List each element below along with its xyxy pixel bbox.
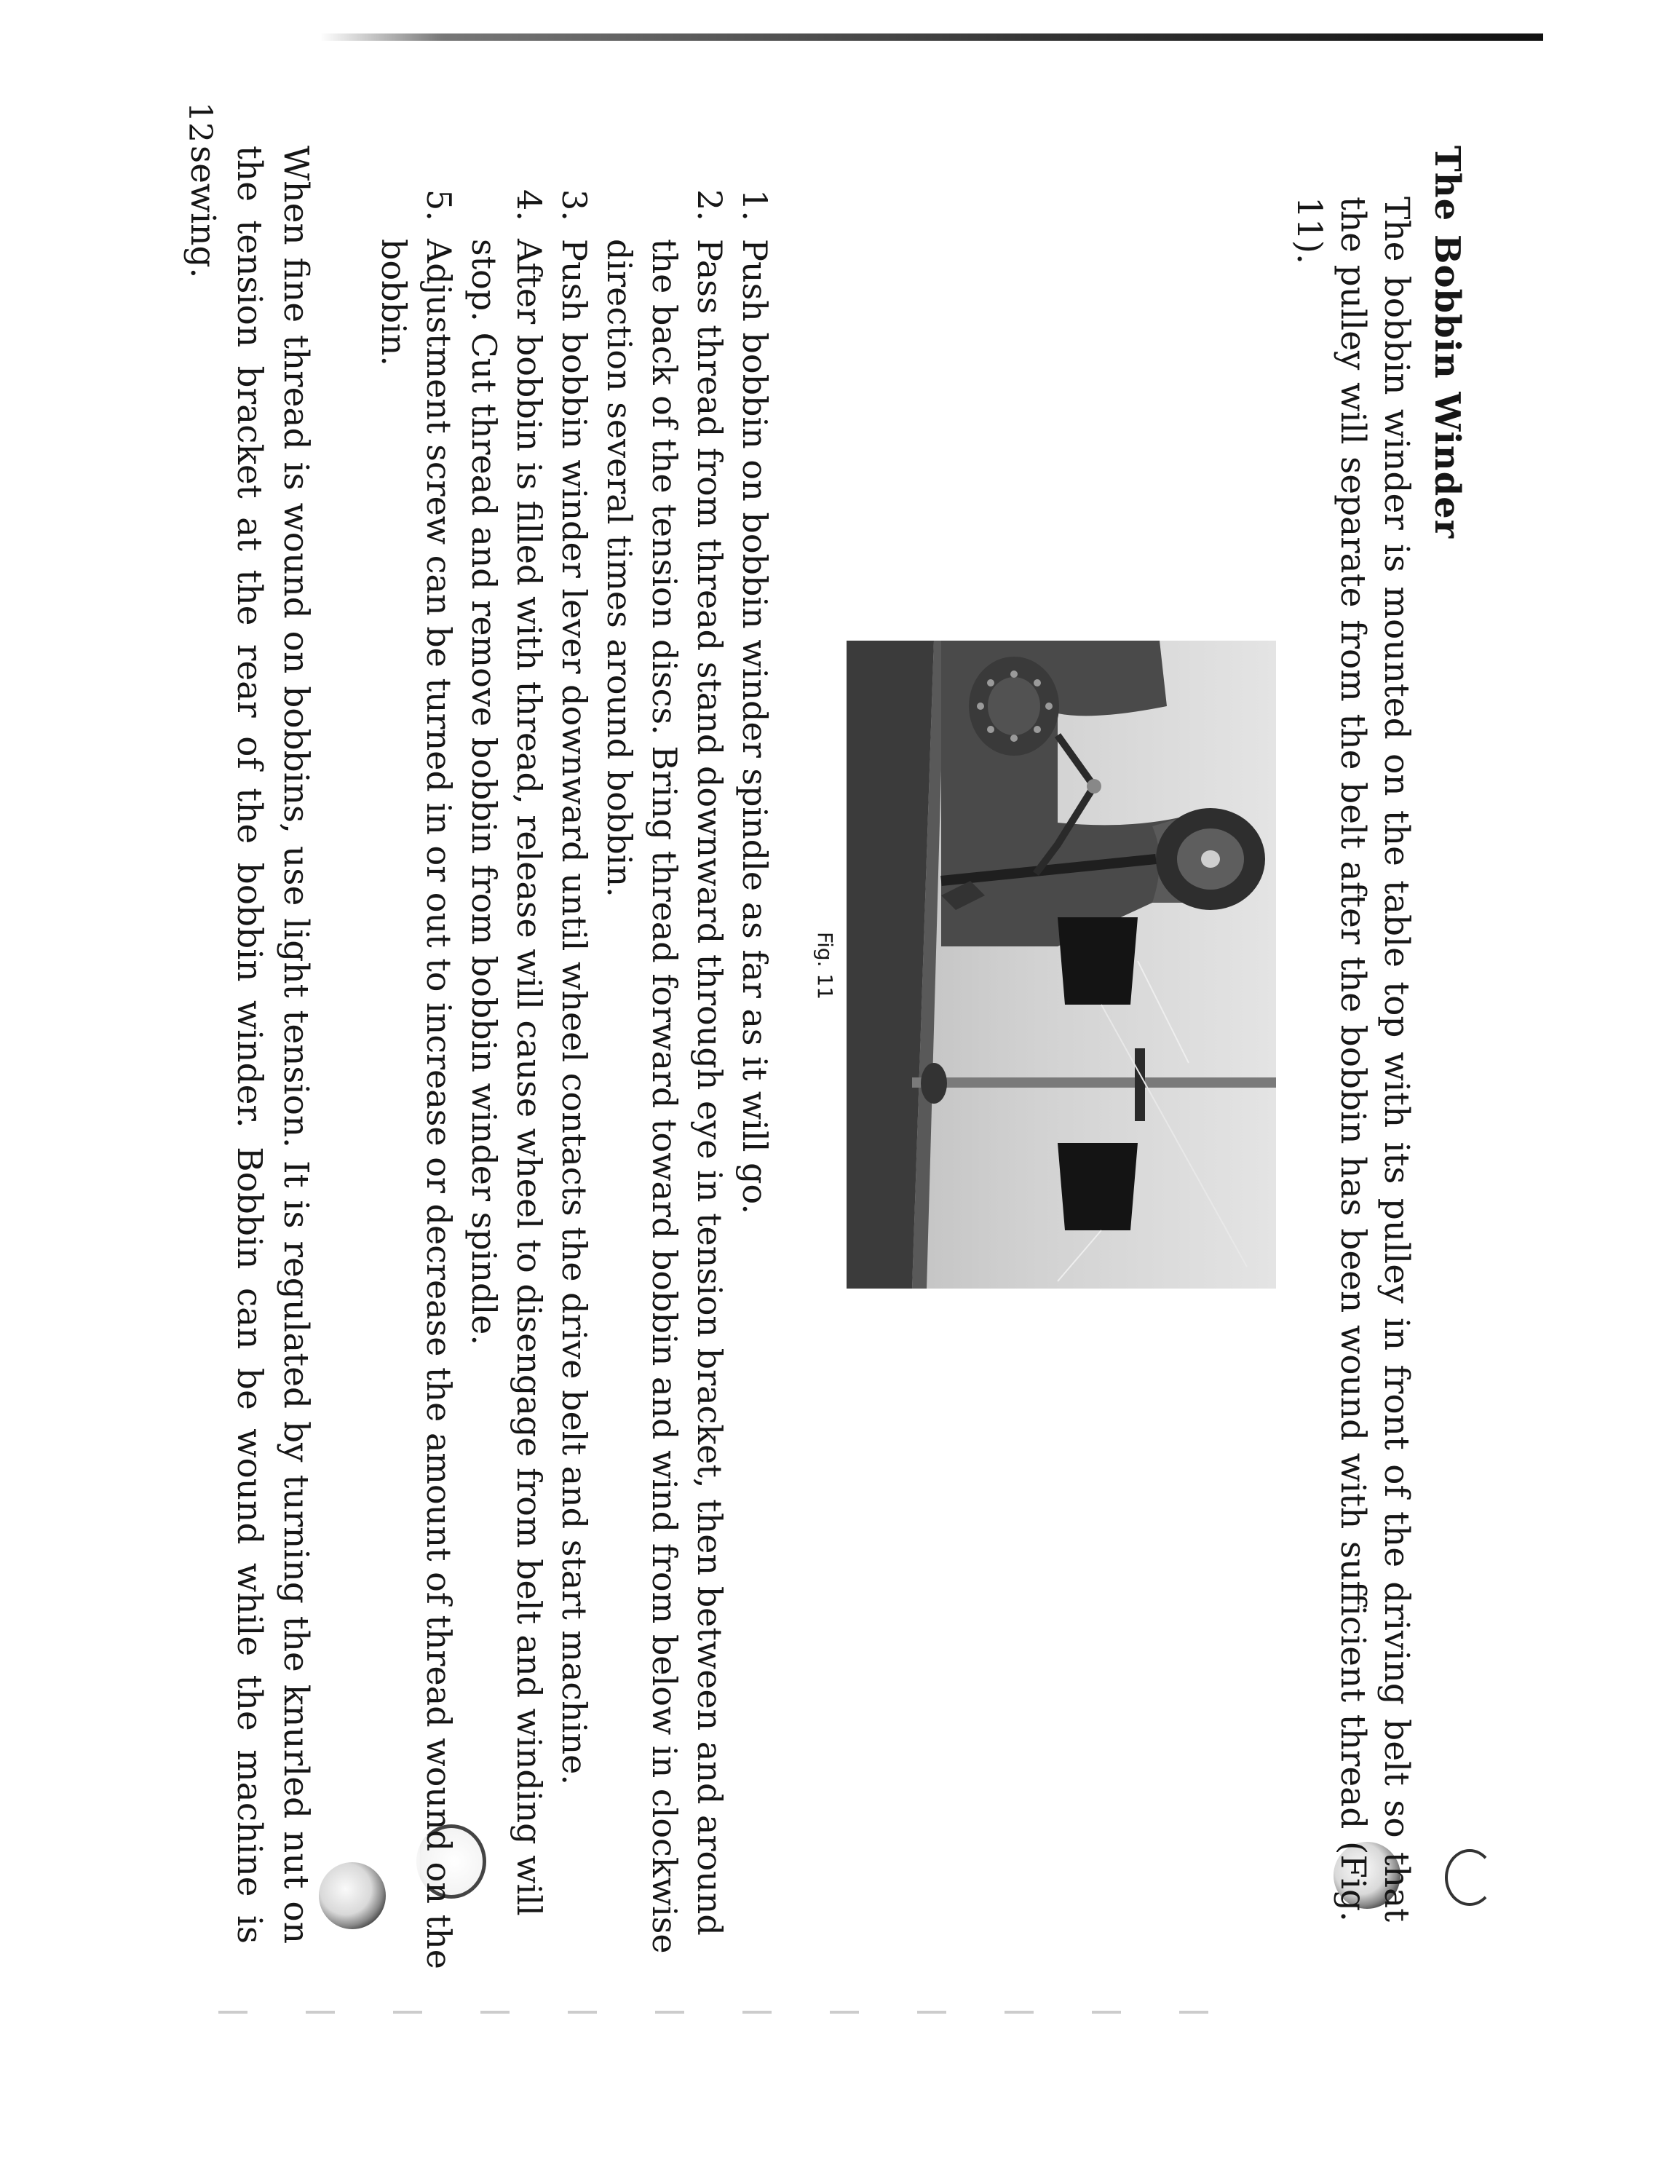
note-paragraph: When fine thread is wound on bobbins, use light tension. It is regulated by turning the knurled nut on the tension bracket at the rear of the bobbin winder. Bobbin can be wound while the machine is sewing. xyxy=(183,146,316,1944)
step-text: Push bobbin winder lever downward until wheel contacts the drive belt and start machine. xyxy=(555,239,594,1785)
figure-caption: Fig. 11 xyxy=(813,932,837,1000)
step-text: After bobbin is filled with thread, release will cause wheel to disengage from belt and winding will stop. Cut thread and remove bobbin from bobbin winder spindle. xyxy=(464,239,549,1916)
list-item xyxy=(597,189,732,1980)
step-number: 2. xyxy=(690,189,729,221)
step-number: 4. xyxy=(510,189,549,221)
list-item xyxy=(552,189,597,1980)
intro-paragraph: The bobbin winder is mounted on the table top with its pulley in front of the driving belt so that the pulley will separate from the belt after the bobbin has been wound with sufficient thread (Fig. 11). xyxy=(1289,197,1416,1922)
sewing-machine-photo xyxy=(847,641,1276,1289)
instruction-list xyxy=(371,189,777,1980)
figure-photo xyxy=(847,641,1276,1289)
step-number: 1. xyxy=(735,189,774,221)
step-text: Pass thread from thread stand downward through eye in tension bracket, then between and around the back of the tension discs. Bring thread forward toward bobbin and wind from below in clockwise direction several times around bobbin. xyxy=(600,239,729,1954)
step-text: Push bobbin on bobbin winder spindle as far as it will go. xyxy=(735,239,774,1215)
step-text: Adjustment screw can be turned in or out to increase or decrease the amount of thread wound on the bobbin. xyxy=(374,239,459,1969)
step-number: 5. xyxy=(419,189,459,221)
section-heading: The Bobbin Winder xyxy=(1427,146,1467,539)
list-item xyxy=(371,189,461,1980)
step-number: 3. xyxy=(555,189,594,221)
list-item xyxy=(732,189,777,1980)
list-item xyxy=(461,189,552,1980)
page-number: 12 xyxy=(181,102,218,143)
